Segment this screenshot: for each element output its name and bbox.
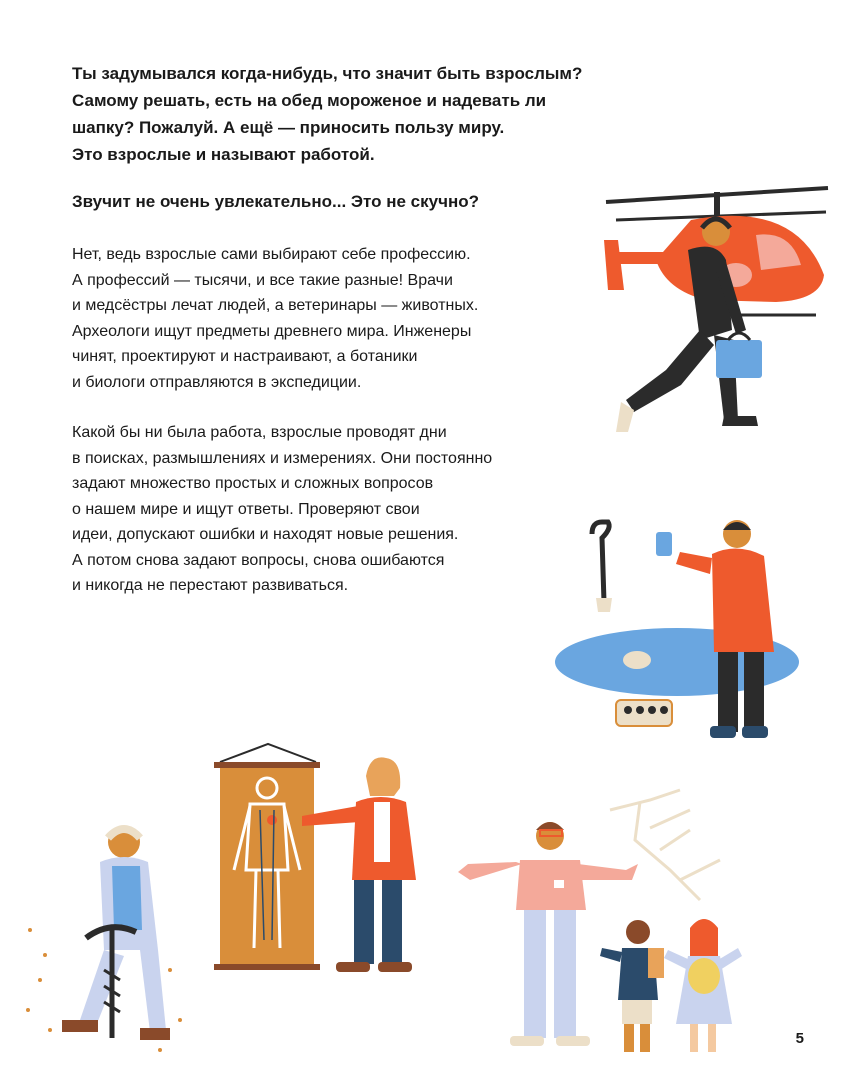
child-boy xyxy=(600,920,664,1052)
seal xyxy=(623,651,651,669)
paragraph-line: А потом снова задают вопросы, снова ошибаются xyxy=(72,551,445,569)
intro-line: шапку? Пожалуй. А ещё — приносить пользу миру. xyxy=(72,118,505,137)
paragraph-line: А профессий — тысячи, и все такие разные! Врачи xyxy=(72,271,453,289)
paragraph-line: чинят, проектируют и настраивают, а ботаники xyxy=(72,348,418,365)
paragraph-line: Нет, ведь взрослые сами выбирают себе профессию. xyxy=(72,246,471,263)
doctor xyxy=(302,757,416,972)
paragraph-line: Археологи ищут предметы древнего мира. Инженеры xyxy=(72,322,472,340)
paragraph-line: в поисках, размышлениях и измерениях. Они постоянно xyxy=(72,449,493,467)
paragraph-line: Какой бы ни была работа, взрослые проводят дни xyxy=(72,424,447,441)
paragraph-line: и медсёстры лечат людей, а ветеринары — животных. xyxy=(72,297,479,314)
intro-line: Самому решать, есть на обед мороженое и надевать ли xyxy=(72,91,547,110)
body-paragraph-2 xyxy=(72,420,592,599)
paragraph-line: о нашем мире и ищут ответы. Проверяют свои xyxy=(72,500,420,518)
intro-line: Это взрослые и называют работой. xyxy=(72,145,375,164)
page-number: 5 xyxy=(795,1030,804,1047)
paragraph-line: и биологи отправляются в экспедиции. xyxy=(72,373,362,391)
intro-paragraph xyxy=(72,60,672,168)
intro-line: Ты задумывался когда-нибудь, что значит быть взрослым? xyxy=(72,64,583,83)
teacher-children-illustration xyxy=(450,780,750,1065)
doctor-poster-illustration xyxy=(210,740,425,980)
polar-researcher-illustration xyxy=(552,512,812,747)
subheading: Звучит не очень увлекательно... Это не скучно? xyxy=(72,192,479,211)
teacher xyxy=(458,822,638,1046)
sample-tray xyxy=(616,700,672,726)
fossil-sketch xyxy=(610,790,720,900)
paragraph-line: и никогда не перестают развиваться. xyxy=(72,577,349,594)
shovel xyxy=(592,522,612,612)
helicopter-runner-illustration xyxy=(596,180,836,440)
paragraph-line: идеи, допускают ошибки и находят новые решения. xyxy=(72,526,459,543)
body-paragraph-1 xyxy=(72,242,592,395)
auger-worker-illustration xyxy=(20,820,200,1060)
child-girl xyxy=(664,919,742,1052)
paragraph-line: задают множество простых и сложных вопросов xyxy=(72,475,434,492)
